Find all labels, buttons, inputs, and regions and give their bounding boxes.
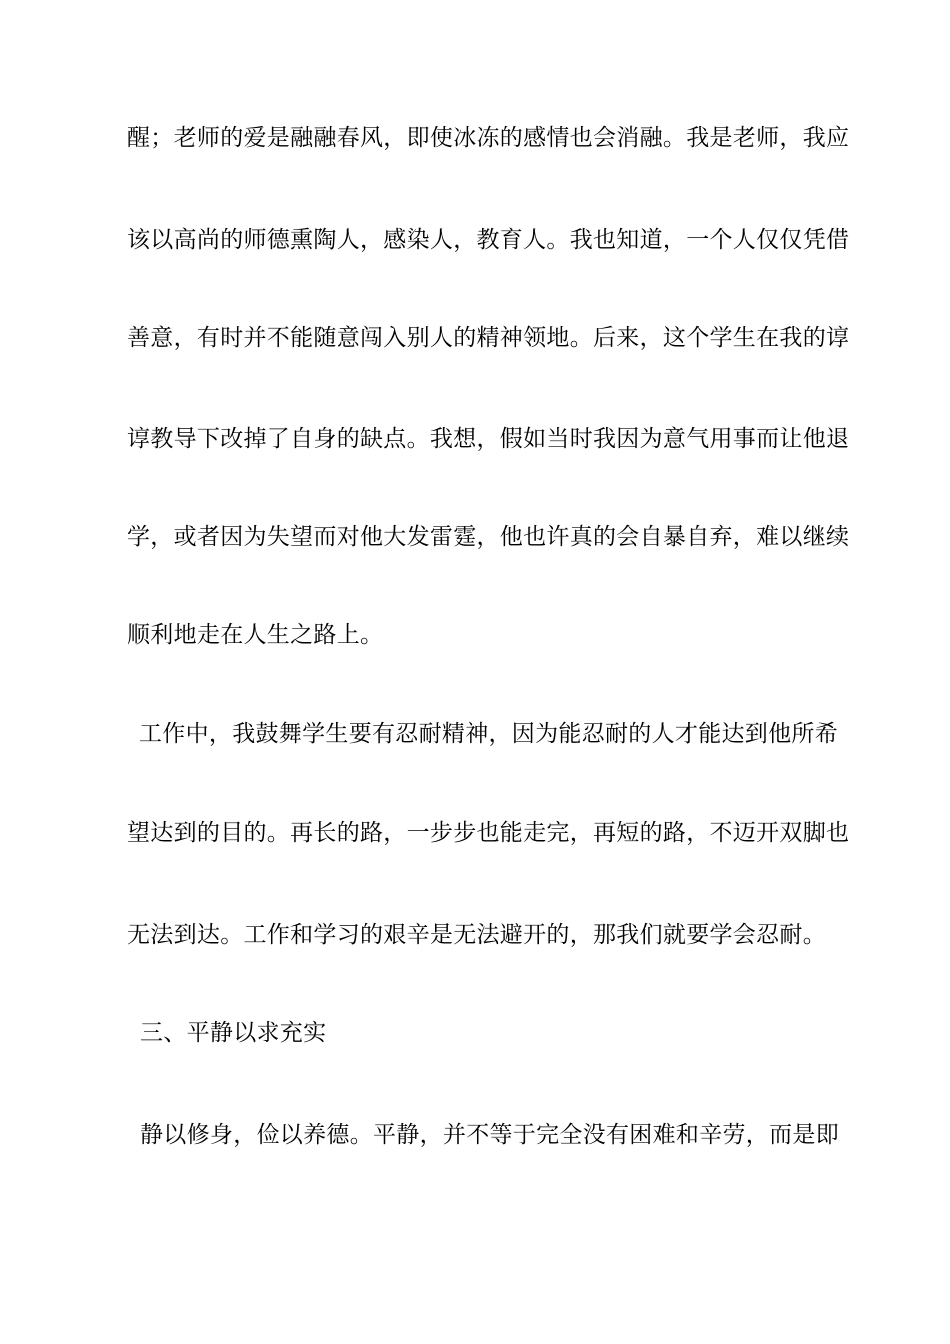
text-line: 顺利地走在人生之路上。: [127, 622, 384, 648]
section-heading: 三、平静以求充实: [140, 1020, 327, 1046]
text-line: 醒；老师的爱是融融春风，即使冰冻的感情也会消融。我是老师，我应: [127, 125, 850, 151]
text-line: 谆教导下改掉了自身的缺点。我想，假如当时我因为意气用事而让他退: [127, 426, 850, 452]
paragraph-first-line: 工作中，我鼓舞学生要有忍耐精神，因为能忍耐的人才能达到他所希: [139, 721, 838, 747]
text-line: 望达到的目的。再长的路，一步步也能走完，再短的路，不迈开双脚也: [127, 820, 850, 846]
paragraph-first-line: 静以修身，俭以养德。平静，并不等于完全没有困难和辛劳，而是即: [140, 1122, 839, 1148]
text-line: 无法到达。工作和学习的艰辛是无法避开的，那我们就要学会忍耐。: [127, 922, 826, 948]
text-line: 该以高尚的师德熏陶人，感染人，教育人。我也知道，一个人仅仅凭借: [127, 227, 850, 253]
text-line: 善意，有时并不能随意闯入别人的精神领地。后来，这个学生在我的谆: [127, 325, 850, 351]
text-line: 学，或者因为失望而对他大发雷霆，他也许真的会自暴自弃，难以继续: [127, 524, 850, 550]
